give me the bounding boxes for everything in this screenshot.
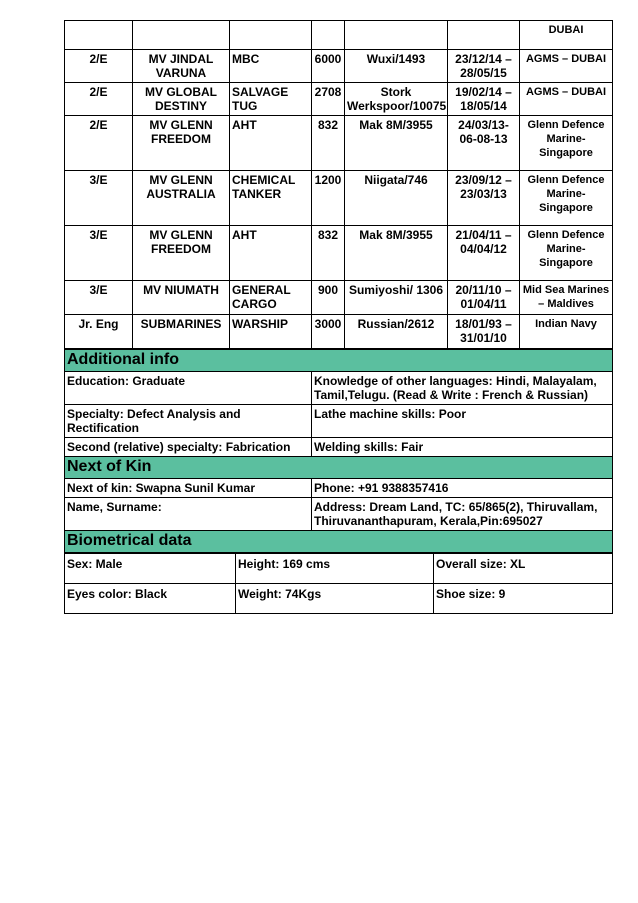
company-cell: Indian Navy — [520, 315, 613, 349]
rank-cell: 2/E — [65, 116, 133, 171]
period-cell: 23/12/14 – 28/05/15 — [448, 50, 520, 83]
company-cell: Mid Sea Marines – Maldives — [520, 281, 613, 315]
surname-field: Name, Surname: — [65, 498, 312, 531]
table-row — [65, 554, 613, 584]
table-row — [65, 405, 613, 438]
power-cell: 832 — [312, 226, 345, 281]
type-cell: WARSHIP — [230, 315, 312, 349]
next-of-kin-heading: Next of Kin — [65, 457, 613, 479]
period-cell: 21/04/11 – 04/04/12 — [448, 226, 520, 281]
weight-field: Weight: 74Kgs — [236, 584, 434, 614]
period-cell: 20/11/10 – 01/04/11 — [448, 281, 520, 315]
type-cell: AHT — [230, 116, 312, 171]
resume-page — [64, 20, 612, 614]
education-field: Education: Graduate — [65, 372, 312, 405]
engine-cell: Wuxi/1493 — [345, 50, 448, 83]
type-cell: CHEMICAL TANKER — [230, 171, 312, 226]
engine-cell: Mak 8M/3955 — [345, 226, 448, 281]
engine-cell: Russian/2612 — [345, 315, 448, 349]
rank-cell: 2/E — [65, 83, 133, 116]
overall-size-field: Overall size: XL — [434, 554, 613, 584]
rank-cell: 3/E — [65, 281, 133, 315]
rank-cell: Jr. Eng — [65, 315, 133, 349]
company-cell: DUBAI — [520, 21, 613, 50]
type-cell: SALVAGE TUG — [230, 83, 312, 116]
power-cell: 3000 — [312, 315, 345, 349]
company-cell: Glenn Defence Marine-Singapore — [520, 171, 613, 226]
vessel-cell: SUBMARINES — [133, 315, 230, 349]
engine-cell: Stork Werkspoor/10075 — [345, 83, 448, 116]
table-row — [65, 50, 613, 83]
next-of-kin-name-field: Next of kin: Swapna Sunil Kumar — [65, 479, 312, 498]
specialty-field: Specialty: Defect Analysis and Rectification — [65, 405, 312, 438]
additional-info-heading: Additional info — [65, 350, 613, 372]
table-row — [65, 226, 613, 281]
type-cell: MBC — [230, 50, 312, 83]
engine-cell: Mak 8M/3955 — [345, 116, 448, 171]
lathe-skills-field: Lathe machine skills: Poor — [312, 405, 613, 438]
period-cell: 23/09/12 – 23/03/13 — [448, 171, 520, 226]
company-cell: Glenn Defence Marine-Singapore — [520, 226, 613, 281]
rank-cell: 3/E — [65, 171, 133, 226]
sea-service-table — [64, 20, 613, 349]
shoe-size-field: Shoe size: 9 — [434, 584, 613, 614]
table-row — [65, 498, 613, 531]
vessel-cell: MV JINDAL VARUNA — [133, 50, 230, 83]
rank-cell: 2/E — [65, 50, 133, 83]
height-field: Height: 169 cms — [236, 554, 434, 584]
table-row — [65, 83, 613, 116]
table-row — [65, 584, 613, 614]
rank-cell: 3/E — [65, 226, 133, 281]
second-specialty-field: Second (relative) specialty: Fabrication — [65, 438, 312, 457]
table-row — [65, 21, 613, 50]
company-cell: Glenn Defence Marine-Singapore — [520, 116, 613, 171]
sex-field: Sex: Male — [65, 554, 236, 584]
power-cell: 900 — [312, 281, 345, 315]
vessel-cell: MV GLENN FREEDOM — [133, 116, 230, 171]
engine-cell: Sumiyoshi/ 1306 — [345, 281, 448, 315]
languages-field: Knowledge of other languages: Hindi, Malayalam, Tamil,Telugu. (Read & Write : French & Russian) — [312, 372, 613, 405]
vessel-cell: MV GLOBAL DESTINY — [133, 83, 230, 116]
table-row — [65, 372, 613, 405]
vessel-cell: MV NIUMATH — [133, 281, 230, 315]
period-cell: 18/01/93 – 31/01/10 — [448, 315, 520, 349]
phone-field: Phone: +91 9388357416 — [312, 479, 613, 498]
vessel-cell: MV GLENN FREEDOM — [133, 226, 230, 281]
company-cell: AGMS – DUBAI — [520, 83, 613, 116]
power-cell: 6000 — [312, 50, 345, 83]
additional-info-table — [64, 349, 613, 553]
table-row — [65, 438, 613, 457]
table-row — [65, 281, 613, 315]
biometrical-table — [64, 553, 613, 614]
period-cell: 19/02/14 – 18/05/14 — [448, 83, 520, 116]
power-cell: 2708 — [312, 83, 345, 116]
biometrical-heading: Biometrical data — [65, 531, 613, 553]
table-row — [65, 116, 613, 171]
table-row — [65, 171, 613, 226]
table-row — [65, 479, 613, 498]
vessel-cell: MV GLENN AUSTRALIA — [133, 171, 230, 226]
welding-skills-field: Welding skills: Fair — [312, 438, 613, 457]
type-cell: AHT — [230, 226, 312, 281]
company-cell: AGMS – DUBAI — [520, 50, 613, 83]
table-row — [65, 315, 613, 349]
eyes-color-field: Eyes color: Black — [65, 584, 236, 614]
power-cell: 1200 — [312, 171, 345, 226]
period-cell: 24/03/13-06-08-13 — [448, 116, 520, 171]
type-cell: GENERAL CARGO — [230, 281, 312, 315]
address-field: Address: Dream Land, TC: 65/865(2), Thiruvallam, Thiruvananthapuram, Kerala,Pin:695027 — [312, 498, 613, 531]
power-cell: 832 — [312, 116, 345, 171]
engine-cell: Niigata/746 — [345, 171, 448, 226]
